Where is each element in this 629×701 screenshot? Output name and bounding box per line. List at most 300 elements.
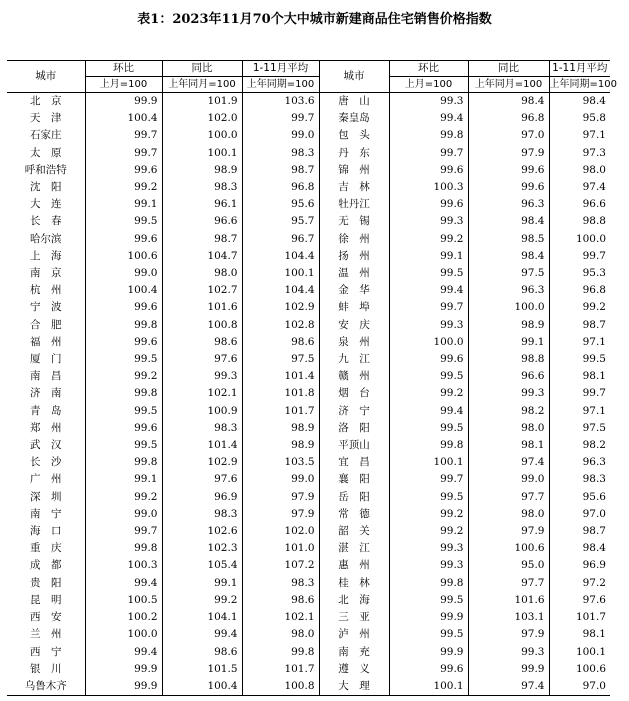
cell-city-left: 厦 门 <box>30 353 62 366</box>
table-row <box>7 575 610 592</box>
cell-avg-right: 97.2 <box>549 575 610 592</box>
cell-mom-left: 99.0 <box>85 265 162 282</box>
cell-avg-left: 103.6 <box>242 93 319 111</box>
cell-city-left: 青 岛 <box>30 404 62 417</box>
cell-mom-left: 99.5 <box>85 351 162 368</box>
cell-city-right: 南 充 <box>319 644 389 661</box>
cell-avg-left: 101.7 <box>242 661 319 678</box>
cell-avg-left: 102.1 <box>242 609 319 626</box>
table-row <box>7 351 610 368</box>
cell-yoy-left: 101.9 <box>162 93 242 111</box>
cell-city-left: 西 宁 <box>30 645 62 658</box>
cell-yoy-right: 96.3 <box>468 196 549 213</box>
cell-city-left: 乌鲁木齐 <box>7 678 85 696</box>
cell-mom-left: 99.8 <box>85 540 162 557</box>
cell-avg-left: 100.8 <box>242 678 319 696</box>
cell-city-right: 北 海 <box>319 592 389 609</box>
table-row <box>7 127 610 144</box>
cell-yoy-right: 97.9 <box>468 145 549 162</box>
cell-mom-left: 100.3 <box>85 557 162 574</box>
cell-mom-right: 99.4 <box>389 403 468 420</box>
cell-mom-left: 100.4 <box>85 110 162 127</box>
cell-avg-right: 95.3 <box>549 265 610 282</box>
cell-avg-left: 101.8 <box>242 385 319 402</box>
cell-city-left: 南 京 <box>30 267 62 280</box>
table-row <box>7 145 610 162</box>
cell-mom-right: 99.7 <box>389 471 468 488</box>
cell-avg-left: 101.0 <box>242 540 319 557</box>
table-row <box>7 93 610 111</box>
cell-mom-left: 99.5 <box>85 403 162 420</box>
cell-avg-right: 98.1 <box>549 368 610 385</box>
cell-city-right: 秦皇岛 <box>319 110 389 127</box>
cell-mom-right: 99.8 <box>389 437 468 454</box>
cell-city-left: 北 京 <box>30 95 62 107</box>
cell-mom-right: 99.7 <box>389 299 468 316</box>
table-row <box>7 317 610 334</box>
cell-mom-right: 99.1 <box>389 248 468 265</box>
cell-yoy-right: 97.4 <box>468 678 549 696</box>
cell-city-right: 烟 台 <box>319 385 389 402</box>
cell-avg-left: 98.3 <box>242 145 319 162</box>
cell-yoy-right: 97.5 <box>468 265 549 282</box>
cell-mom-left: 99.9 <box>85 93 162 111</box>
cell-avg-right: 98.3 <box>549 471 610 488</box>
header-city-left: 城市 <box>7 61 85 93</box>
cell-yoy-left: 96.9 <box>162 489 242 506</box>
header-mom-left: 环比 <box>85 61 162 77</box>
cell-avg-left: 98.6 <box>242 334 319 351</box>
cell-yoy-right: 99.6 <box>468 162 549 179</box>
table-row <box>7 299 610 316</box>
cell-avg-right: 100.0 <box>549 231 610 248</box>
cell-yoy-right: 97.4 <box>468 454 549 471</box>
cell-mom-right: 99.6 <box>389 351 468 368</box>
cell-city-right: 安 庆 <box>319 317 389 334</box>
cell-city-left: 贵 阳 <box>30 576 62 589</box>
cell-yoy-right: 97.9 <box>468 523 549 540</box>
cell-avg-left: 98.7 <box>242 162 319 179</box>
header-yoy-left: 同比 <box>162 61 242 77</box>
cell-mom-left: 99.6 <box>85 334 162 351</box>
cell-mom-right: 100.3 <box>389 179 468 196</box>
cell-city-right: 泸 州 <box>319 626 389 643</box>
header-avg-right: 1-11月平均 <box>549 61 610 77</box>
cell-city-left: 成 都 <box>30 559 62 572</box>
table-row <box>7 334 610 351</box>
cell-city-right: 赣 州 <box>319 368 389 385</box>
cell-yoy-left: 104.7 <box>162 248 242 265</box>
cell-yoy-right: 97.7 <box>468 489 549 506</box>
cell-city-right: 九 江 <box>319 351 389 368</box>
cell-yoy-left: 100.8 <box>162 317 242 334</box>
cell-yoy-left: 104.1 <box>162 609 242 626</box>
cell-city-left: 大 连 <box>30 198 62 211</box>
cell-avg-right: 101.7 <box>549 609 610 626</box>
cell-city-left: 重 庆 <box>30 542 62 555</box>
cell-avg-left: 99.0 <box>242 471 319 488</box>
cell-city-right: 三 亚 <box>319 609 389 626</box>
cell-yoy-right: 96.3 <box>468 282 549 299</box>
cell-city-right: 济 宁 <box>319 403 389 420</box>
cell-yoy-left: 98.0 <box>162 265 242 282</box>
cell-city-left: 杭 州 <box>30 284 62 297</box>
cell-yoy-left: 100.4 <box>162 678 242 696</box>
table-row <box>7 162 610 179</box>
table-row <box>7 540 610 557</box>
table-row <box>7 454 610 471</box>
cell-yoy-right: 99.9 <box>468 661 549 678</box>
cell-city-left: 郑 州 <box>30 421 62 434</box>
cell-mom-left: 99.6 <box>85 162 162 179</box>
cell-mom-left: 99.2 <box>85 368 162 385</box>
cell-yoy-left: 99.3 <box>162 368 242 385</box>
cell-mom-left: 99.4 <box>85 644 162 661</box>
cell-mom-left: 99.8 <box>85 454 162 471</box>
cell-mom-left: 99.7 <box>85 127 162 144</box>
cell-yoy-left: 105.4 <box>162 557 242 574</box>
cell-avg-right: 95.6 <box>549 489 610 506</box>
cell-mom-right: 99.3 <box>389 213 468 230</box>
cell-avg-right: 100.6 <box>549 661 610 678</box>
cell-yoy-right: 99.0 <box>468 471 549 488</box>
cell-mom-right: 99.3 <box>389 317 468 334</box>
table-row <box>7 506 610 523</box>
cell-mom-left: 99.7 <box>85 523 162 540</box>
table-row <box>7 265 610 282</box>
cell-yoy-left: 98.3 <box>162 420 242 437</box>
cell-avg-right: 99.2 <box>549 299 610 316</box>
cell-city-right: 丹 东 <box>319 145 389 162</box>
cell-yoy-left: 100.9 <box>162 403 242 420</box>
cell-yoy-left: 100.0 <box>162 127 242 144</box>
cell-avg-right: 96.9 <box>549 557 610 574</box>
cell-mom-right: 100.1 <box>389 678 468 696</box>
cell-mom-right: 99.4 <box>389 282 468 299</box>
cell-avg-right: 98.7 <box>549 317 610 334</box>
cell-yoy-left: 98.9 <box>162 162 242 179</box>
cell-mom-right: 99.9 <box>389 609 468 626</box>
cell-avg-right: 97.1 <box>549 334 610 351</box>
subheader-yoy-left: 上年同月=100 <box>162 77 242 93</box>
cell-avg-left: 99.0 <box>242 127 319 144</box>
cell-avg-right: 97.0 <box>549 678 610 696</box>
cell-yoy-left: 96.6 <box>162 213 242 230</box>
cell-city-right: 金 华 <box>319 282 389 299</box>
cell-mom-left: 99.0 <box>85 506 162 523</box>
cell-city-left: 南 昌 <box>30 370 62 383</box>
table-row <box>7 196 610 213</box>
cell-city-right: 吉 林 <box>319 179 389 196</box>
table-row <box>7 609 610 626</box>
cell-city-right: 锦 州 <box>319 162 389 179</box>
subheader-avg-left: 上年同期=100 <box>242 77 319 93</box>
subheader-yoy-right: 上年同月=100 <box>468 77 549 93</box>
cell-avg-left: 99.7 <box>242 110 319 127</box>
cell-mom-left: 99.6 <box>85 420 162 437</box>
cell-city-right: 牡丹江 <box>319 196 389 213</box>
cell-yoy-left: 97.6 <box>162 351 242 368</box>
cell-city-left: 深 圳 <box>30 490 62 503</box>
cell-city-right: 包 头 <box>319 127 389 144</box>
cell-city-right: 扬 州 <box>319 248 389 265</box>
cell-mom-left: 99.2 <box>85 179 162 196</box>
cell-avg-right: 98.7 <box>549 523 610 540</box>
cell-yoy-left: 101.4 <box>162 437 242 454</box>
cell-avg-left: 103.5 <box>242 454 319 471</box>
cell-city-right: 宜 昌 <box>319 454 389 471</box>
cell-yoy-left: 99.2 <box>162 592 242 609</box>
cell-yoy-left: 101.6 <box>162 299 242 316</box>
cell-city-left: 银 川 <box>30 662 62 675</box>
cell-avg-right: 97.6 <box>549 592 610 609</box>
cell-avg-left: 102.8 <box>242 317 319 334</box>
table-row <box>7 489 610 506</box>
cell-city-left: 兰 州 <box>30 628 62 641</box>
cell-avg-left: 99.8 <box>242 644 319 661</box>
cell-mom-right: 99.5 <box>389 489 468 506</box>
table-row <box>7 592 610 609</box>
cell-city-left: 长 春 <box>30 215 62 228</box>
cell-city-right: 平顶山 <box>319 437 389 454</box>
cell-yoy-left: 97.6 <box>162 471 242 488</box>
cell-yoy-right: 98.4 <box>468 248 549 265</box>
cell-city-left: 海 口 <box>30 525 62 538</box>
cell-avg-left: 107.2 <box>242 557 319 574</box>
cell-yoy-right: 97.9 <box>468 626 549 643</box>
cell-mom-left: 99.9 <box>85 661 162 678</box>
cell-mom-right: 99.8 <box>389 127 468 144</box>
cell-avg-right: 98.2 <box>549 437 610 454</box>
subheader-mom-left: 上月=100 <box>85 77 162 93</box>
cell-avg-left: 98.6 <box>242 592 319 609</box>
table-row <box>7 420 610 437</box>
cell-avg-left: 101.4 <box>242 368 319 385</box>
subheader-avg-right: 上年同期=100 <box>549 77 610 93</box>
cell-city-left: 呼和浩特 <box>24 163 67 176</box>
cell-yoy-right: 98.2 <box>468 403 549 420</box>
cell-city-left: 广 州 <box>30 473 62 486</box>
table-row <box>7 557 610 574</box>
cell-avg-right: 97.1 <box>549 127 610 144</box>
cell-mom-left: 99.6 <box>85 231 162 248</box>
cell-avg-right: 98.8 <box>549 213 610 230</box>
cell-city-right: 洛 阳 <box>319 420 389 437</box>
cell-yoy-left: 98.3 <box>162 506 242 523</box>
table-row <box>7 179 610 196</box>
header-mom-right: 环比 <box>389 61 468 77</box>
cell-mom-right: 99.5 <box>389 626 468 643</box>
cell-city-left: 西 安 <box>30 611 62 624</box>
cell-yoy-right: 96.6 <box>468 368 549 385</box>
cell-city-right: 桂 林 <box>319 575 389 592</box>
cell-city-left: 福 州 <box>30 335 62 348</box>
cell-yoy-left: 99.1 <box>162 575 242 592</box>
cell-mom-right: 99.2 <box>389 231 468 248</box>
cell-yoy-right: 103.1 <box>468 609 549 626</box>
table-title: 表1：2023年11月70个大中城市新建商品住宅销售价格指数 <box>137 12 492 27</box>
cell-avg-right: 97.0 <box>549 506 610 523</box>
table-row <box>7 678 610 696</box>
cell-mom-left: 99.1 <box>85 471 162 488</box>
cell-yoy-right: 101.6 <box>468 592 549 609</box>
cell-yoy-right: 98.0 <box>468 506 549 523</box>
cell-city-left: 沈 阳 <box>30 181 62 194</box>
cell-yoy-right: 98.5 <box>468 231 549 248</box>
cell-mom-right: 99.6 <box>389 162 468 179</box>
cell-yoy-right: 97.0 <box>468 127 549 144</box>
cell-city-left: 济 南 <box>30 387 62 400</box>
table-row <box>7 282 610 299</box>
header-city-right: 城市 <box>319 61 389 93</box>
cell-city-right: 常 德 <box>319 506 389 523</box>
cell-yoy-left: 98.6 <box>162 644 242 661</box>
cell-yoy-right: 99.1 <box>468 334 549 351</box>
cell-city-left: 上 海 <box>30 249 62 262</box>
cell-yoy-left: 98.7 <box>162 231 242 248</box>
cell-mom-left: 100.5 <box>85 592 162 609</box>
table-row <box>7 661 610 678</box>
cell-mom-left: 99.5 <box>85 213 162 230</box>
cell-yoy-left: 96.1 <box>162 196 242 213</box>
cell-city-left: 昆 明 <box>30 593 62 606</box>
cell-yoy-right: 99.3 <box>468 644 549 661</box>
cell-mom-right: 99.3 <box>389 557 468 574</box>
cell-yoy-right: 99.3 <box>468 385 549 402</box>
cell-mom-right: 99.5 <box>389 368 468 385</box>
header-yoy-right: 同比 <box>468 61 549 77</box>
cell-yoy-left: 102.6 <box>162 523 242 540</box>
cell-city-right: 岳 阳 <box>319 489 389 506</box>
cell-mom-left: 99.7 <box>85 145 162 162</box>
cell-avg-left: 98.0 <box>242 626 319 643</box>
cell-yoy-left: 98.6 <box>162 334 242 351</box>
cell-avg-right: 96.8 <box>549 282 610 299</box>
cell-yoy-right: 100.6 <box>468 540 549 557</box>
cell-yoy-right: 99.6 <box>468 179 549 196</box>
cell-mom-right: 99.5 <box>389 592 468 609</box>
cell-city-left: 石家庄 <box>30 129 62 142</box>
cell-yoy-right: 98.4 <box>468 93 549 111</box>
cell-avg-left: 101.7 <box>242 403 319 420</box>
cell-mom-right: 99.2 <box>389 523 468 540</box>
cell-yoy-right: 97.7 <box>468 575 549 592</box>
cell-avg-right: 98.4 <box>549 540 610 557</box>
cell-avg-right: 97.4 <box>549 179 610 196</box>
cell-yoy-right: 100.0 <box>468 299 549 316</box>
cell-avg-left: 96.8 <box>242 179 319 196</box>
cell-city-left: 长 沙 <box>30 456 62 469</box>
cell-mom-left: 99.5 <box>85 437 162 454</box>
cell-avg-right: 97.5 <box>549 420 610 437</box>
cell-city-right: 湛 江 <box>319 540 389 557</box>
cell-yoy-left: 99.4 <box>162 626 242 643</box>
cell-mom-right: 99.3 <box>389 93 468 111</box>
subheader-mom-right: 上月=100 <box>389 77 468 93</box>
cell-mom-right: 99.6 <box>389 661 468 678</box>
cell-city-right: 遵 义 <box>319 661 389 678</box>
cell-city-left: 宁 波 <box>30 301 62 314</box>
cell-city-right: 徐 州 <box>319 231 389 248</box>
table-row <box>7 231 610 248</box>
table-row <box>7 368 610 385</box>
cell-avg-right: 97.1 <box>549 403 610 420</box>
cell-city-right: 襄 阳 <box>319 471 389 488</box>
cell-city-right: 韶 关 <box>319 523 389 540</box>
cell-mom-right: 99.8 <box>389 575 468 592</box>
cell-avg-left: 98.9 <box>242 420 319 437</box>
cell-mom-right: 99.6 <box>389 196 468 213</box>
cell-city-left: 太 原 <box>30 146 62 159</box>
cell-avg-left: 98.3 <box>242 575 319 592</box>
cell-avg-left: 95.7 <box>242 213 319 230</box>
cell-mom-left: 99.8 <box>85 317 162 334</box>
cell-mom-right: 99.5 <box>389 265 468 282</box>
table-row <box>7 437 610 454</box>
cell-avg-right: 97.3 <box>549 145 610 162</box>
cell-avg-left: 97.9 <box>242 506 319 523</box>
cell-mom-right: 99.2 <box>389 506 468 523</box>
cell-avg-left: 95.6 <box>242 196 319 213</box>
table-row <box>7 385 610 402</box>
table-row <box>7 471 610 488</box>
cell-yoy-right: 98.8 <box>468 351 549 368</box>
table-row <box>7 523 610 540</box>
cell-yoy-right: 98.1 <box>468 437 549 454</box>
cell-mom-left: 99.4 <box>85 575 162 592</box>
cell-city-right: 泉 州 <box>319 334 389 351</box>
cell-yoy-left: 98.3 <box>162 179 242 196</box>
header-avg-left: 1-11月平均 <box>242 61 319 77</box>
cell-mom-left: 100.6 <box>85 248 162 265</box>
cell-yoy-left: 102.1 <box>162 385 242 402</box>
cell-mom-right: 99.4 <box>389 110 468 127</box>
cell-city-right: 温 州 <box>319 265 389 282</box>
cell-city-right: 唐 山 <box>319 93 389 111</box>
cell-mom-left: 100.0 <box>85 626 162 643</box>
cell-city-left: 天 津 <box>30 112 62 125</box>
cell-city-right: 蚌 埠 <box>319 299 389 316</box>
cell-yoy-right: 98.9 <box>468 317 549 334</box>
cell-avg-right: 95.8 <box>549 110 610 127</box>
cell-avg-right: 100.1 <box>549 644 610 661</box>
price-index-table <box>7 60 617 696</box>
cell-yoy-left: 100.1 <box>162 145 242 162</box>
cell-avg-left: 97.9 <box>242 489 319 506</box>
cell-yoy-right: 98.0 <box>468 420 549 437</box>
cell-avg-right: 96.3 <box>549 454 610 471</box>
cell-avg-left: 98.9 <box>242 437 319 454</box>
cell-mom-right: 99.7 <box>389 145 468 162</box>
cell-yoy-left: 102.9 <box>162 454 242 471</box>
table-row <box>7 110 610 127</box>
table-row <box>7 644 610 661</box>
cell-city-left: 合 肥 <box>30 318 62 331</box>
cell-avg-left: 104.4 <box>242 248 319 265</box>
cell-avg-right: 98.4 <box>549 93 610 111</box>
cell-avg-right: 99.7 <box>549 248 610 265</box>
cell-avg-right: 98.0 <box>549 162 610 179</box>
cell-city-left: 南 宁 <box>30 507 62 520</box>
cell-avg-left: 104.4 <box>242 282 319 299</box>
cell-yoy-left: 102.0 <box>162 110 242 127</box>
cell-avg-right: 96.6 <box>549 196 610 213</box>
cell-mom-left: 99.9 <box>85 678 162 696</box>
cell-mom-left: 99.6 <box>85 299 162 316</box>
cell-mom-right: 100.0 <box>389 334 468 351</box>
cell-yoy-left: 102.3 <box>162 540 242 557</box>
table-body <box>7 93 610 696</box>
